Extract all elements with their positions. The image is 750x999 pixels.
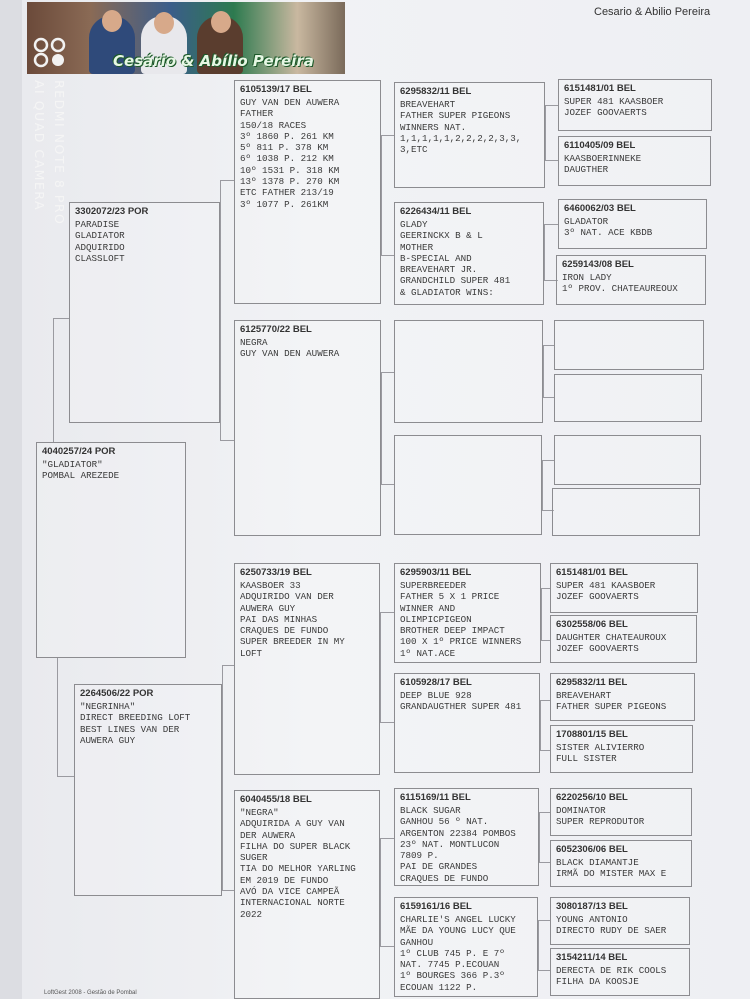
pedigree-dam-sire <box>234 563 380 775</box>
ring-number: 6159161/16 BEL <box>400 901 472 912</box>
ring-number: 6125770/22 BEL <box>240 324 312 335</box>
pedigree-gen4-box <box>554 320 704 370</box>
connector-line <box>538 970 550 971</box>
pedigree-sire <box>69 202 220 423</box>
camera-logo-icon <box>32 36 70 68</box>
ring-number: 6052306/06 BEL <box>556 844 628 855</box>
pedigree-gen3-box <box>394 320 543 423</box>
pedigree-gen4-box <box>558 136 711 186</box>
ring-number: 6226434/11 BEL <box>400 206 472 217</box>
camera-watermark-sub <box>32 80 47 211</box>
connector-line <box>543 345 544 397</box>
ring-number: 6295832/11 BEL <box>556 677 628 688</box>
connector-line <box>381 372 394 373</box>
connector-line <box>539 862 550 863</box>
connector-line <box>381 135 382 255</box>
pedigree-gen4-box <box>550 563 698 613</box>
person-face <box>154 12 174 34</box>
camera-watermark-model: REDMI NOTE 8 PRO <box>52 80 67 226</box>
pedigree-notes: "NEGRINHA" DIRECT BREEDING LOFT BEST LINES VAN DER AUWERA GUY <box>80 701 191 746</box>
pedigree-sire-dam <box>234 320 381 536</box>
connector-line <box>380 838 394 839</box>
pedigree-gen4-box <box>550 948 690 996</box>
ring-number: 2264506/22 POR <box>80 688 154 699</box>
pedigree-notes: BLACK SUGAR GANHOU 56 º NAT. ARGENTON 22384 POMBOS 23º NAT. MONTLUCON 7809 P. PAI DE GRANDES CRAQUES DE FUNDO <box>400 805 516 884</box>
pedigree-gen3-box <box>394 202 544 305</box>
ring-number: 1708801/15 BEL <box>556 729 628 740</box>
pedigree-notes: DAUGHTER CHATEAUROUX JOZEF GOOVAERTS <box>556 632 667 655</box>
ring-number: 6259143/08 BEL <box>562 259 634 270</box>
ring-number: 6151481/01 BEL <box>556 567 628 578</box>
owner-name: Cesario & Abilio Pereira <box>594 6 711 18</box>
pedigree-notes: CHARLIE'S ANGEL LUCKY MÃE DA YOUNG LUCY QUE GANHOU 1º CLUB 745 P. E 7º NAT. 7745 P.ECOUAN 1º BOURGES 366 P.3º ECOUAN 1122 P. <box>400 914 516 993</box>
pedigree-gen3-box <box>394 788 539 886</box>
ring-number: 3080187/13 BEL <box>556 901 628 912</box>
pedigree-gen3-box <box>394 563 541 663</box>
ring-number: 6295832/11 BEL <box>400 86 472 97</box>
connector-line <box>57 658 58 776</box>
camera-watermark <box>52 80 67 225</box>
connector-line <box>540 700 550 701</box>
pedigree-notes: DEEP BLUE 928 GRANDAUGTHER SUPER 481 <box>400 690 522 713</box>
pedigree-notes: GLADY GEERINCKX B & L MOTHER B-SPECIAL AND BREAVEHART JR. GRANDCHILD SUPER 481 & GLADIATOR WINS: <box>400 219 511 298</box>
ring-number: 6115169/11 BEL <box>400 792 471 803</box>
connector-line <box>57 776 74 777</box>
connector-line <box>544 224 545 280</box>
connector-line <box>381 255 394 256</box>
pedigree-gen4-box <box>558 79 712 131</box>
pedigree-gen4-box <box>550 725 693 773</box>
connector-line <box>541 640 550 641</box>
ring-number: 3154211/14 BEL <box>556 952 628 963</box>
camera-watermark-label: AI QUAD CAMERA <box>32 80 47 212</box>
connector-line <box>222 665 234 666</box>
pedigree-notes: NEGRA GUY VAN DEN AUWERA <box>240 337 340 360</box>
pedigree-gen4-box <box>550 840 692 887</box>
ring-number: 6151481/01 BEL <box>564 83 636 94</box>
connector-line <box>380 946 394 947</box>
pedigree-notes: BLACK DIAMANTJE IRMÃ DO MISTER MAX E <box>556 857 667 880</box>
connector-line <box>543 345 554 346</box>
pedigree-notes: DERECTA DE RIK COOLS FILHA DA KOOSJE <box>556 965 667 988</box>
pedigree-notes: BREAVEHART FATHER SUPER PIGEONS <box>556 690 667 713</box>
pedigree-gen4-box <box>550 615 697 663</box>
pedigree-notes: "NEGRA" ADQUIRIDA A GUY VAN DER AUWERA FILHA DO SUPER BLACK SUGER TIA DO MELHOR YARLING EM 2019 DE FUNDO AVÓ DA VICE CAMPEÃ INTERNACIONAL NORTE 2022 <box>240 807 356 920</box>
connector-line <box>220 180 234 181</box>
pedigree-dam-dam <box>234 790 380 999</box>
connector-line <box>541 588 542 640</box>
footer-text: LoftGest 2008 - Gestão de Pombal <box>44 990 137 996</box>
banner-title: Cesário & Abílio Pereira <box>113 52 314 70</box>
pedigree-notes: DOMINATOR SUPER REPRODUTOR <box>556 805 645 828</box>
connector-line <box>545 105 558 106</box>
ring-number: 6220256/10 BEL <box>556 792 628 803</box>
pedigree-notes: SUPERBREEDER FATHER 5 X 1 PRICE WINNER AND OLIMPICPIGEON BROTHER DEEP IMPACT 100 X 1º PRICE WINNERS 1º NAT.ACE <box>400 580 522 659</box>
connector-line <box>539 812 540 862</box>
pedigree-notes: PARADISE GLADIATOR ADQUIRIDO CLASSLOFT <box>75 219 125 264</box>
connector-line <box>381 372 382 484</box>
connector-line <box>540 750 550 751</box>
pedigree-gen4-box <box>558 199 707 249</box>
pedigree-gen3-box <box>394 435 542 535</box>
pedigree-notes: KAASBOER 33 ADQUIRIDO VAN DER AUWERA GUY PAI DAS MINHAS CRAQUES DE FUNDO SUPER BREEDER IN MY LOFT <box>240 580 345 659</box>
pedigree-notes: SUPER 481 KAASBOER JOZEF GOOVAERTS <box>556 580 656 603</box>
pedigree-gen4-box <box>550 673 695 721</box>
pedigree-gen3-box <box>394 897 538 997</box>
pedigree-gen4-box <box>550 788 692 836</box>
connector-line <box>545 105 546 160</box>
pedigree-subject <box>36 442 186 658</box>
connector-line <box>222 665 223 890</box>
connector-line <box>538 920 550 921</box>
pedigree-gen4-box <box>554 435 701 485</box>
pedigree-notes: IRON LADY 1º PROV. CHATEAUREOUX <box>562 272 678 295</box>
pedigree-notes: GUY VAN DEN AUWERA FATHER 150/18 RACES 3º 1860 P. 261 KM 5º 811 P. 378 KM 6º 1038 P. 212 KM 10º 1531 P. 318 KM 13º 1378 P. 270 KM ETC FATHER 213/19 3º 1077 P. 261KM <box>240 97 340 210</box>
ring-number: 6295903/11 BEL <box>400 567 472 578</box>
pedigree-gen3-box <box>394 673 540 773</box>
connector-line <box>380 612 394 613</box>
connector-line <box>542 460 543 510</box>
connector-line <box>53 318 54 442</box>
connector-line <box>220 180 221 440</box>
connector-line <box>380 612 381 722</box>
connector-line <box>380 722 394 723</box>
pedigree-notes: YOUNG ANTONIO DIRECTO RUDY DE SAER <box>556 914 667 937</box>
pedigree-gen4-box <box>550 897 690 945</box>
connector-line <box>220 440 234 441</box>
pedigree-sire-sire <box>234 80 381 304</box>
connector-line <box>381 484 394 485</box>
connector-line <box>380 838 381 946</box>
ring-number: 3302072/23 POR <box>75 206 149 217</box>
connector-line <box>543 397 554 398</box>
ring-number: 6460062/03 BEL <box>564 203 636 214</box>
ring-number: 4040257/24 POR <box>42 446 116 457</box>
pedigree-notes: BREAVEHART FATHER SUPER PIGEONS WINNERS NAT. 1,1,1,1,1,2,2,2,2,3,3, 3,ETC <box>400 99 522 156</box>
pedigree-gen4-box <box>554 374 702 422</box>
connector-line <box>540 700 541 750</box>
ring-number: 6250733/19 BEL <box>240 567 312 578</box>
pedigree-gen4-box <box>556 255 706 305</box>
ring-number: 6040455/18 BEL <box>240 794 312 805</box>
pedigree-gen4-box <box>552 488 700 536</box>
person-face <box>102 10 122 32</box>
connector-line <box>544 224 558 225</box>
banner-photo <box>27 2 345 74</box>
connector-line <box>545 160 558 161</box>
ring-number: 6105139/17 BEL <box>240 84 312 95</box>
connector-line <box>381 135 394 136</box>
connector-line <box>53 318 69 319</box>
connector-line <box>539 812 550 813</box>
ring-number: 6110405/09 BEL <box>564 140 636 151</box>
connector-line <box>538 920 539 970</box>
pedigree-dam <box>74 684 222 896</box>
pedigree-notes: "GLADIATOR" POMBAL AREZEDE <box>42 459 120 482</box>
pedigree-gen3-box <box>394 82 545 188</box>
person-face <box>211 11 231 33</box>
pedigree-notes: SISTER ALIVIERRO FULL SISTER <box>556 742 645 765</box>
pedigree-notes: KAASBOERINNEKE DAUGTHER <box>564 153 642 176</box>
ring-number: 6302558/06 BEL <box>556 619 628 630</box>
pedigree-notes: GLADATOR 3º NAT. ACE KBDB <box>564 216 653 239</box>
connector-line <box>541 588 550 589</box>
pedigree-notes: SUPER 481 KAASBOER JOZEF GOOVAERTS <box>564 96 664 119</box>
connector-line <box>222 890 234 891</box>
ring-number: 6105928/17 BEL <box>400 677 472 688</box>
connector-line <box>542 460 554 461</box>
